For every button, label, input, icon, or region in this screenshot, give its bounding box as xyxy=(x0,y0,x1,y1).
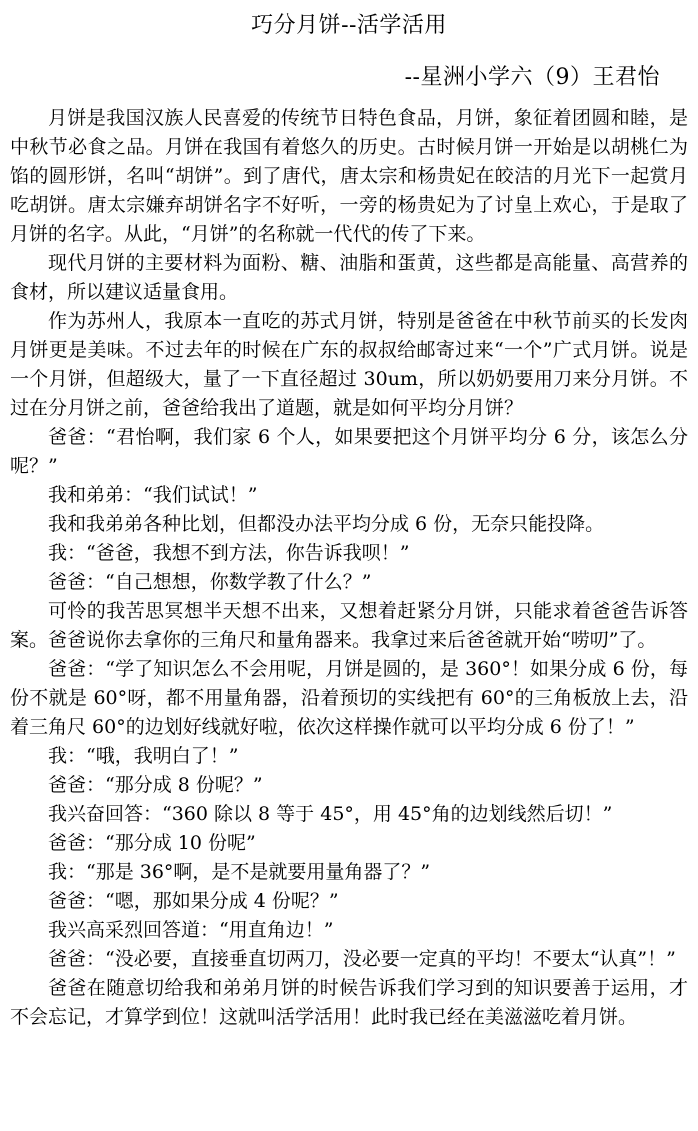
paragraph-suzhou-mooncake: 作为苏州人，我原本一直吃的苏式月饼，特别是爸爸在中秋节前买的长发肉月饼更是美味。不过去年的时候在广东的叔叔给邮寄过来“一个”广式月饼。说是一个月饼，但超级大，量了一下直径超过 30um，所以奶奶要用刀来分月饼。不过在分月饼之前，爸爸给我出了道题，就是如何平均分月饼？ xyxy=(10,310,688,419)
document-body xyxy=(10,104,688,1032)
paragraph-conclusion: 爸爸在随意切给我和弟弟月饼的时候告诉我们学习到的知识要善于运用，才不会忘记，才算学到位！这就叫活学活用！此时我已经在美滋滋吃着月饼。 xyxy=(10,977,688,1028)
paragraph-answer-36: 我：“那是 36°啊，是不是就要用量角器了？” xyxy=(48,861,431,883)
paragraph-dad-question: 爸爸：“君怡啊，我们家 6 个人，如果要把这个月饼平均分 6 分，该怎么分呢？” xyxy=(10,426,688,477)
paragraph-ingredients: 现代月饼的主要材料为面粉、糖、油脂和蛋黄，这些都是高能量、高营养的食材，所以建议适量食用。 xyxy=(10,252,688,303)
paragraph-get-tools: 可怜的我苦思冥想半天想不出来，又想着赶紧分月饼，只能求着爸爸告诉答案。爸爸说你去拿你的三角尺和量角器来。我拿过来后爸爸就开始“唠叨”了。 xyxy=(10,600,688,651)
paragraph-i-understand: 我：“哦，我明白了！” xyxy=(48,745,239,767)
paragraph-dad-4: 爸爸：“嗯，那如果分成 4 份呢？” xyxy=(48,890,339,912)
document-author: --星洲小学六（9）王君怡 xyxy=(404,65,660,90)
document-title: 巧分月饼--活学活用 xyxy=(251,13,447,38)
paragraph-dad-10: 爸爸：“那分成 10 份呢” xyxy=(48,832,256,854)
paragraph-answer-45: 我兴奋回答：“360 除以 8 等于 45°，用 45°角的边划线然后切！” xyxy=(48,803,613,825)
paragraph-ask-dad: 我：“爸爸，我想不到方法，你告诉我呗！” xyxy=(48,542,410,564)
paragraph-dad-explains-60: 爸爸：“学了知识怎么不会用呢，月饼是圆的，是 360°！如果分成 6 份，每份不就是 60°呀，都不用量角器，沿着预切的实线把有 60°的三角板放上去，沿着三角尺 60°的边划好线就好啦，依次这样操作就可以平均分成 6 份了！” xyxy=(10,658,688,738)
paragraph-dad-no-need: 爸爸：“没必要，直接垂直切两刀，没必要一定真的平均！不要太“认真”！” xyxy=(48,948,676,970)
paragraph-answer-right-angle: 我兴高采烈回答道：“用直角边！” xyxy=(48,919,334,941)
paragraph-dad-8: 爸爸：“那分成 8 份呢？” xyxy=(48,774,263,796)
paragraph-we-try: 我和弟弟：“我们试试！” xyxy=(48,484,258,506)
paragraph-dad-think: 爸爸：“自己想想，你数学教了什么？” xyxy=(48,571,372,593)
paragraph-intro-history: 月饼是我国汉族人民喜爱的传统节日特色食品，月饼，象征着团圆和睦，是中秋节必食之品。月饼在我国有着悠久的历史。古时候月饼一开始是以胡桃仁为馅的圆形饼，名叫“胡饼”。到了唐代，唐太宗和杨贵妃在皎洁的月光下一起赏月吃胡饼。唐太宗嫌弃胡饼名字不好听，一旁的杨贵妃为了讨皇上欢心，于是取了月饼的名字。从此，“月饼”的名称就一代代的传了下来。 xyxy=(10,107,688,245)
paragraph-give-up: 我和我弟弟各种比划，但都没办法平均分成 6 份，无奈只能投降。 xyxy=(48,513,605,535)
